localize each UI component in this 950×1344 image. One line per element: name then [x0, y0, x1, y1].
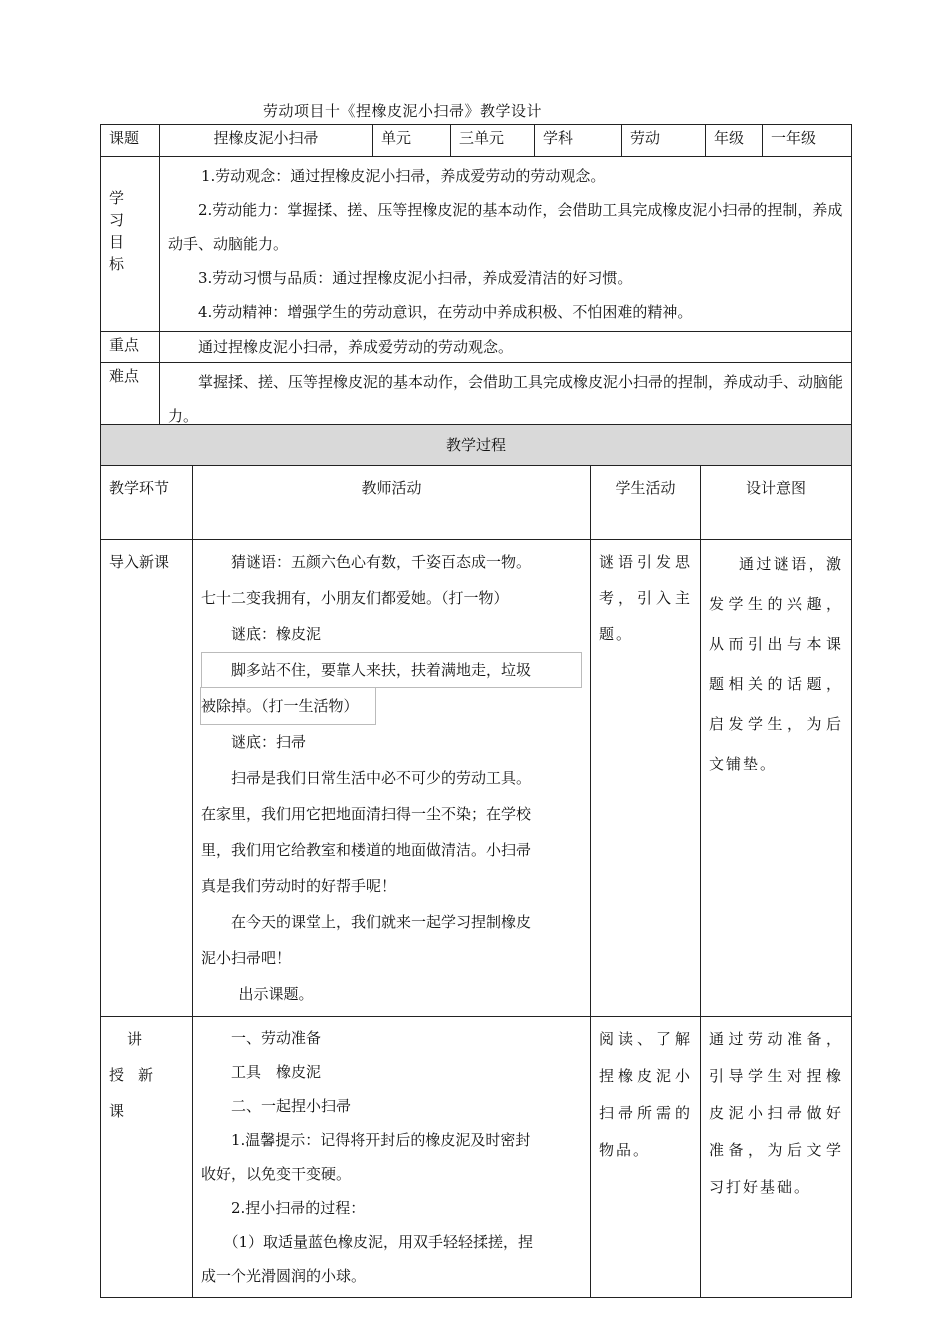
document-title: 劳动项目十《捏橡皮泥小扫帚》教学设计: [263, 102, 543, 120]
teacher-line: 真是我们劳动时的好帮手呢！: [201, 877, 397, 895]
key-point-text: 通过捏橡皮泥小扫帚，养成爱劳动的劳动观念。: [198, 338, 514, 356]
objectives-content: [160, 157, 852, 332]
col-student-header: 学生活动: [591, 466, 701, 540]
design-intent-cell: 通过劳动准备，引导学生对捏橡皮泥小扫帚做好准备，为后文学习打好基础。: [701, 1017, 852, 1298]
teacher-line: 扫帚是我们日常生活中必不可少的劳动工具。: [231, 769, 532, 787]
student-activity-cell: 阅读、了解捏橡皮泥小扫帚所需的物品。: [591, 1017, 701, 1298]
student-activity-cell: 谜语引发思考，引入主题。: [591, 540, 701, 1017]
objectives-label: 学习目标: [101, 157, 160, 332]
difficulty-text: 掌握揉、搓、压等捏橡皮泥的基本动作，会借助工具完成橡皮泥小扫帚的捏制，养成动手、动脑能力。: [168, 373, 844, 425]
teacher-line: 收好，以免变干变硬。: [201, 1165, 352, 1183]
teacher-line: 脚多站不住，要靠人来扶，扶着满地走，垃圾: [201, 652, 582, 688]
process-header: 教学过程: [101, 425, 852, 466]
teacher-line: 出示课题。: [238, 985, 314, 1003]
col-teacher-header: 教师活动: [193, 466, 591, 540]
teacher-line: 里，我们用它给教室和楼道的地面做清洁。小扫帚: [201, 841, 532, 859]
stage-cell: 导入新课: [101, 540, 193, 1017]
grade-value: 一年级: [763, 125, 852, 157]
key-point-label: 重点: [101, 332, 160, 363]
teacher-line: 猜谜语：五颜六色心有数，千姿百态成一物。: [231, 553, 532, 571]
teacher-activity-cell: [193, 540, 591, 1017]
teacher-line: 1.温馨提示：记得将开封后的橡皮泥及时密封: [231, 1131, 531, 1149]
difficulty-label: 难点: [101, 363, 160, 436]
teacher-activity-cell: [193, 1017, 591, 1298]
teacher-line: 被除掉。（打一生活物）: [201, 688, 375, 724]
stage-cell: 讲授新课: [101, 1017, 193, 1298]
grade-label: 年级: [706, 125, 763, 157]
teacher-line: 七十二变我拥有，小朋友们都爱她。（打一物）: [201, 589, 509, 607]
course-value: 捏橡皮泥小扫帚: [160, 125, 373, 157]
teacher-line: 成一个光滑圆润的小球。: [201, 1267, 367, 1285]
teacher-line: 2.捏小扫帚的过程：: [231, 1199, 366, 1217]
objective-item: 4.劳动精神：增强学生的劳动意识，在劳动中养成积极、不怕困难的精神。: [198, 303, 693, 321]
design-intent-cell: 通过谜语，激发学生的兴趣，从而引出与本课题相关的话题，启发学生，为后文铺垫。: [701, 540, 852, 1017]
objective-item: 1.劳动观念：通过捏橡皮泥小扫帚，养成爱劳动的劳动观念。: [201, 167, 606, 185]
teacher-line: 二、一起捏小扫帚: [231, 1097, 352, 1115]
teacher-line: （1）取适量蓝色橡皮泥，用双手轻轻揉搓，捏: [223, 1233, 534, 1251]
unit-value: 三单元: [451, 125, 535, 157]
teacher-line: 谜底：扫帚: [231, 733, 307, 751]
col-stage-header: 教学环节: [101, 466, 193, 540]
key-point-content: [160, 332, 852, 363]
subject-value: 劳动: [622, 125, 706, 157]
objective-item: 2.劳动能力：掌握揉、搓、压等捏橡皮泥的基本动作，会借助工具完成橡皮泥小扫帚的捏制，养成动手、动脑能力。: [168, 201, 843, 253]
objective-item: 3.劳动习惯与品质：通过捏橡皮泥小扫帚，养成爱清洁的好习惯。: [198, 269, 633, 287]
teacher-line: 在今天的课堂上，我们就来一起学习捏制橡皮: [231, 913, 532, 931]
teacher-line: 工具 橡皮泥: [231, 1063, 322, 1081]
teacher-line: 谜底：橡皮泥: [231, 625, 322, 643]
col-intent-header: 设计意图: [701, 466, 852, 540]
teacher-line: 一、劳动准备: [231, 1029, 322, 1047]
subject-label: 学科: [535, 125, 622, 157]
teacher-line: 泥小扫帚吧！: [201, 949, 292, 967]
course-info-table: [100, 124, 852, 436]
course-label: 课题: [101, 125, 160, 157]
teaching-process-table: [100, 424, 852, 1298]
unit-label: 单元: [373, 125, 451, 157]
teacher-line: 在家里，我们用它把地面清扫得一尘不染；在学校: [201, 805, 532, 823]
